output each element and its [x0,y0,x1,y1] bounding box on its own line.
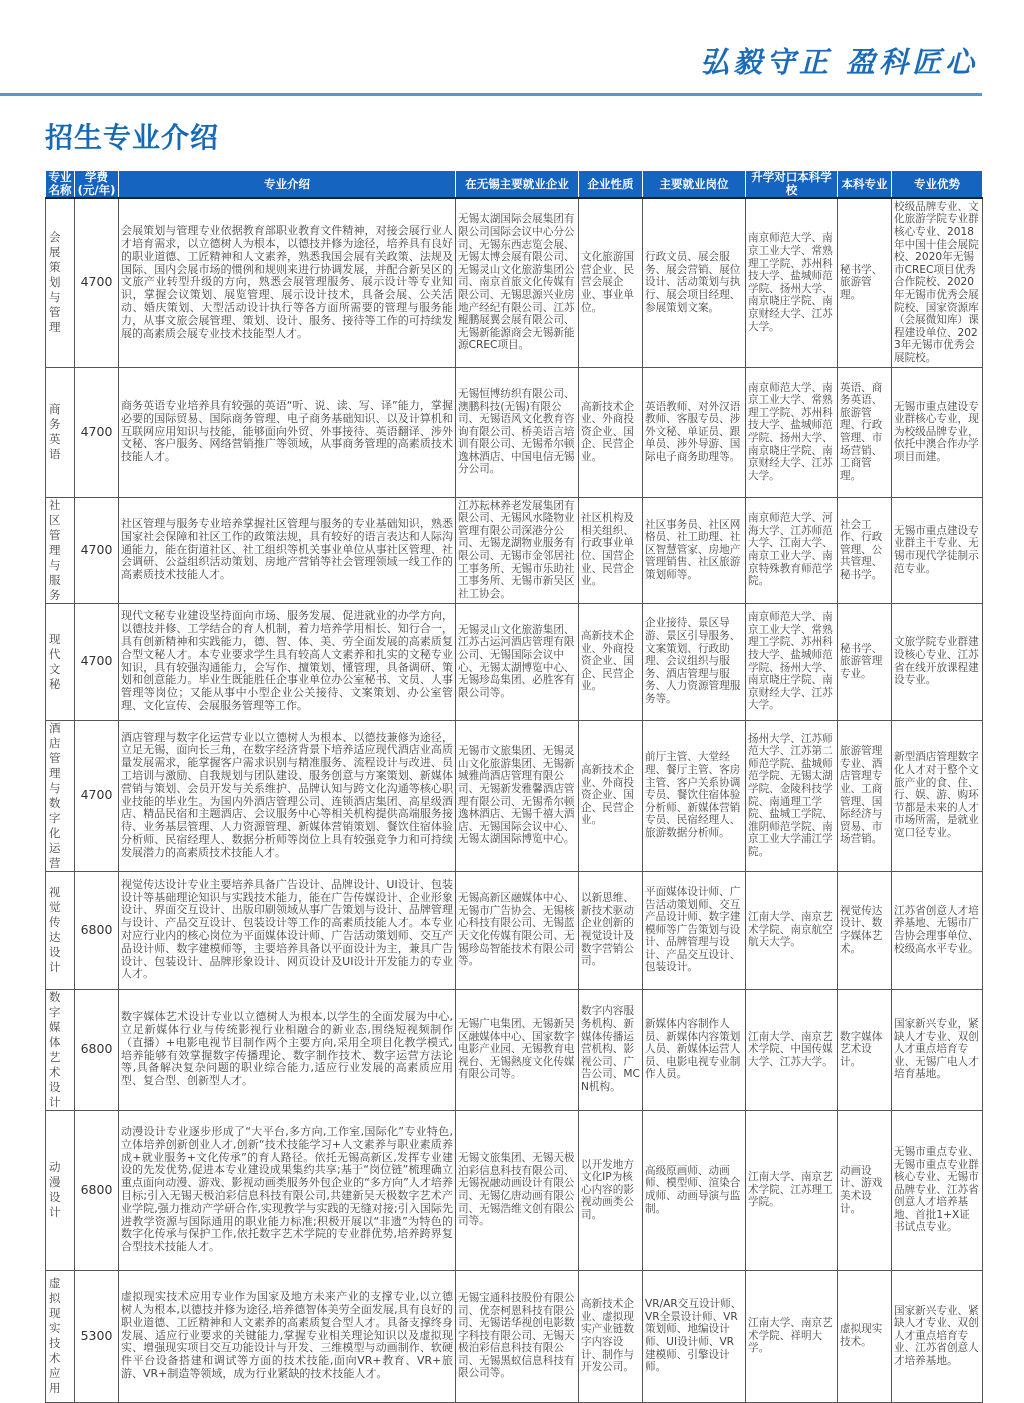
major-advantages: 江苏省创意人才培养基地、无锡市广告协会理事单位、校级高水平专业。 [892,871,983,989]
tuition-fee: 5300 [75,1270,119,1402]
target-universities: 南京师范大学、南京工业大学、常熟理工学院、苏州科技大学、盐城师范学院、扬州大学、南京晓庄学院、南京财经大学、江苏大学。 [746,367,838,497]
table-row [46,367,983,497]
tuition-fee: 4700 [75,367,119,497]
col-header-jobs: 主要就业岗位 [643,171,746,199]
enterprise-nature: 高新技术企业、外商投资企业、国企、民营企业。 [579,720,643,871]
job-positions: 社区事务员、社区网格员、社工助理、社区智慧管家、房地产管理销售、社区旅游策划师等。 [643,497,746,603]
major-name: 动漫设计 [46,1110,75,1270]
col-header-universities: 升学对口本科学校 [746,171,838,199]
enterprise-nature: 高新技术企业、外商投资企业、国企、民营企业。 [579,367,643,497]
major-intro: 虚拟现实技术应用专业作为国家及地方未来产业的支撑专业,以立德树人为根本,以德技并修为途径,培养德智体美劳全面发展,具有良好的职业道德、工匠精神和人文素养的高素质复合型人才。具备支撑终身发展、适应行业要求的关键能力,掌握专业相关理论知识以及虚拟现实、增强现实项目交互功能设计与开发、三维模型与动画制作、软硬件平台设备搭建和调试等方面的技术技能,面向VR+教育、VR+旅游、VR+制造等领域，成为行业紧缺的技术技能人才。 [119,1270,456,1402]
major-name: 酒店管理与数字化运营 [46,720,75,871]
job-positions: 企业接待、景区导游、景区引导服务、文案策划、行政助理、会议组织与服务、酒店管理与服务、人力资源管理服务等。 [643,603,746,720]
target-universities: 江南大学、南京艺术学院、南京航空航天大学。 [746,871,838,989]
target-universities: 南京师范大学、河海大学、江苏师范大学、江南大学、南京工业大学、南京特殊教育师范学院。 [746,497,838,603]
major-intro: 会展策划与管理专业依据教育部职业教育文件精神，对接会展行业人才培育需求，以立德树人为根本，以德技并修为途径，培养具有良好的职业道德、工匠精神和人文素养，熟悉我国会展有关政策、法规及国际、国内会展市场的惯例和规则来进行协调发展，并配合新吴区的文旅产业转型升级的方向，熟悉会展管理服务、展示设计等专业知识，掌握会议策划、展览管理、展示设计技术，具备会展、公关活动、婚庆策划、大型活动设计执行等各方面所需要的管理与服务能力，从事文旅会展管理、策划、设计、服务、接待等工作的可持续发展的高素质会展专业技术技能型人才。 [119,198,456,367]
bachelor-majors: 虚拟现实技术。 [838,1270,892,1402]
major-name: 虚拟现实技术应用 [46,1270,75,1402]
bachelor-majors: 社会工作、行政管理、公共管理、秘书学。 [838,497,892,603]
header-rule [0,93,982,96]
employers: 无锡恒博纺织有限公司、澳鹏科技(无锡)有限公司、无锡语风文化教育咨询有限公司、桥美语言培训有限公司、无锡希尔顿逸林酒店、中国电信无锡分公司。 [456,367,579,497]
major-name: 社区管理与服务 [46,497,75,603]
major-name: 视觉传达设计 [46,871,75,989]
major-name: 商务英语 [46,367,75,497]
employers: 无锡广电集团、无锡新吴区融媒体中心、国家数字电影产业园、无锡教育电视台、无锡熱度文化传媒有限公司等。 [456,989,579,1110]
major-name: 会展策划与管理 [46,198,75,367]
table-row [46,871,983,989]
enterprise-nature: 数字内容服务机构、新媒体传播运营机构、影视公司、广告公司、MCN机构。 [579,989,643,1110]
table-row [46,497,983,603]
tuition-fee: 6800 [75,871,119,989]
target-universities: 扬州大学、江苏师范大学、江苏第二师范学院、盐城师范学院、无锡太湖学院、金陵科技学院、南通理工学院、盐城工学院、淮阴师范学院、南京工业大学浦江学院。 [746,720,838,871]
job-positions: 高级原画师、动画师、模型师、渲染合成师、动画导演与监制。 [643,1110,746,1270]
bachelor-majors: 数字媒体艺术设计。 [838,989,892,1110]
table-row [46,989,983,1110]
bachelor-majors: 旅游管理专业、酒店管理专业、工商管理、国际经济与贸易、市场营销。 [838,720,892,871]
bachelor-majors: 英语、商务英语、旅游管理、行政管理、市场营销、工商管理。 [838,367,892,497]
enterprise-nature: 文化旅游国营企业、民营会展企业、事业单位。 [579,198,643,367]
target-universities: 江南大学、南京艺术学院、江苏理工学院。 [746,1110,838,1270]
major-intro: 现代文秘专业建设坚持面向市场、服务发展、促进就业的办学方向，以德技并修、工学结合的育人机制，着力培养学用相长、知行合一，具有创新精神和实践能力，德、智、体、美、劳全面发展的高素质复合型文秘人才。本专业要求学生具有较高人文素养和扎实的文秘专业知识，具有较强沟通能力，会写作、擅策划、懂管理，具备调研、策划和创意能力。毕业生既能胜任企事业单位办公室秘书、文员、人事管理等岗位；又能从事中小型企业公关接待、文案策划、办公室管理、文化宣传、会展服务管理等工作。 [119,603,456,720]
slogan: 弘毅守正 盈科匠心 [700,45,979,79]
major-intro: 酒店管理与数字化运营专业以立德树人为根本、以德技兼修为途径，立足无锡，面向长三角，在数字经济背景下培养适应现代酒店业高质量发展需求，能掌握客户需求识别与精准服务、流程设计与改进、员工培训与激励、自我规划与团队建设、服务创意与方案策划、新媒体营销与策划、会员开发与关系维护、品牌认知与跨文化沟通等核心职业技能的毕业生。为国内外酒店管理公司、连锁酒店集团、高星级酒店、精品民宿和主题酒店、会议服务中心等相关机构提供高端服务接待、业务基层管理、人力资源管理、新媒体营销策划、餐饮住宿体验分析师、民宿经理人、数据分析师等岗位上具有较强竞争力和可持续发展潜力的高素质技术技能人才。 [119,720,456,871]
employers: 无锡宝通科技股份有限公司、优奈柯恩科技有限公司、无锡诺华视创电影数字科技有限公司、无锡天极泊彩信息科技有限公司、无锡黑蚁信息科技有限公司等。 [456,1270,579,1402]
job-positions: 行政文员、展会服务、展会营销、展位设计、活动策划与执行、展会项目经理、参展策划文案。 [643,198,746,367]
major-intro: 动漫设计专业逐步形成了“大平台,多方向,工作室,国际化”专业特色,立体培养创新创业人才,创新“技术技能学习+人文素养与职业素质养成+就业服务+文化传承”的育人路径。依托无锡高新区,发挥专业建设的先发优势,促进本专业建设成果集约共享;基于“岗位链”梳理确立重点面向动漫、游戏、影视动画类服务外包企业的“多方向”人才培养目标;引入无锡天极泊彩信息科技有限公司,共建新吴天极数字艺术产业学院,强力推动产学研合作,实现教学与实践的无缝对接;引入国际先进教学资源与国际通用的职业能力标准;积极开展以“非遗”为特色的数字化传承与保护工作,依托数字艺术学院的专业群优势,培养跨界复合型技术技能人才。 [119,1110,456,1270]
col-header-advantages: 专业优势 [892,171,983,199]
majors-table [45,170,983,1403]
job-positions: 新媒体内容制作人员、新媒体内容策划人员、新媒体运营人员、电影电视专业制作人员。 [643,989,746,1110]
employers: 无锡太湖国际会展集团有限公司国际会议中心分公司、无锡东西志览会展、无锡太博会展有限公司、无锡灵山文化旅游集团公司、南京首旅文化传媒有限公司、无锡思源兴业房地产经纪有限公司、江苏鲲鹏展翼会展有限公司、无锡新能源商会无锡新能源CREC项目。 [456,198,579,367]
major-advantages: 国家新兴专业、紧缺人才专业、双创人才重点培育专业、江苏省创意人才培养基地。 [892,1270,983,1402]
employers: 无锡高新区融媒体中心、无锡市广告协会、无锡核心科技有限公司、无锡蓝天文化传媒有限公司、无锡珍岛智能技术有限公司等。 [456,871,579,989]
employers: 无锡文旅集团、无锡天极泊彩信息科技有限公司、无锡祝融动画设计有限公司、无锡亿唐动画有限公司、无锡浩维文创有限公司等。 [456,1110,579,1270]
bachelor-majors: 秘书学、旅游管理。 [838,198,892,367]
major-name: 现代文秘 [46,603,75,720]
table-row [46,720,983,871]
enterprise-nature: 社区机构及相关组织、行政事业单位、国营企业、民营企业。 [579,497,643,603]
table-row [46,1270,983,1402]
enterprise-nature: 以新思维、新技术驱动企业创新的视觉设计及数字营销公司。 [579,871,643,989]
tuition-fee: 4700 [75,720,119,871]
target-universities: 南京师范大学、南京工业大学、常熟理工学院、苏州科技大学、盐城师范学院、扬州大学、南京晓庄学院、南京财经大学、江苏大学。 [746,603,838,720]
employers: 江苏耘林养老发展集团有限公司、无锡风水隆物业管理有限公司深港分公司、无锡龙湖物业服务有限公司、无锡市金邻居社工事务所、无锡市乐助社工事务所、无锡市新吴区社工协会。 [456,497,579,603]
employers: 无锡灵山文化旅游集团、江苏古运河酒店管理有限公司、无锡国际会议中心、无锡太湖博览中心、无锡珍岛集团、必胜客有限公司等。 [456,603,579,720]
job-positions: 英语教师、对外汉语教师、客服专员、涉外文秘、单证员、跟单员、涉外导游、国际电子商务助理等。 [643,367,746,497]
page-title: 招生专业介绍 [45,121,220,154]
major-advantages: 文旅学院专业群建设核心专业、江苏省在线开放课程建设专业。 [892,603,983,720]
table-row [46,198,983,367]
col-header-employers: 在无锡主要就业企业 [456,171,579,199]
target-universities: 江南大学、南京艺术学院、祥明大学。 [746,1270,838,1402]
major-advantages: 校级品牌专业、文化旅游学院专业群核心专业、2018年中国十佳会展院校、2020年无锡市CREC项目优秀合作院校、2020年无锡市优秀会展院校、国家资源库（会展微知库）课程建设单位、2023年无锡市优秀会展院校。 [892,198,983,367]
major-advantages: 新型酒店管理数字化人才对于整个文旅产业的食、住、行、娱、游、购环节都是未来的人才市场所需，是就业宽口径专业。 [892,720,983,871]
tuition-fee: 4700 [75,198,119,367]
col-header-bachelor: 本科专业 [838,171,892,199]
major-advantages: 无锡市重点专业、无锡市重点专业群核心专业、无锡市品牌专业、江苏省创意人才培养基地、首批1+X证书试点专业。 [892,1110,983,1270]
bachelor-majors: 视觉传达设计、数字媒体艺术。 [838,871,892,989]
table-row [46,603,983,720]
major-advantages: 无锡市重点建设专业群核心专业，现为校级品牌专业，依托中澳合作办学项目而建。 [892,367,983,497]
major-advantages: 国家新兴专业，紧缺人才专业、双创人才重点培育专业、无锡广电人才培育基地。 [892,989,983,1110]
major-intro: 视觉传达设计专业主要培养具备广告设计、品牌设计、UI设计、包装设计等基础理论知识与实践技术能力，能在广告传媒设计、企业形象设计、界面交互设计、出版印刷领域从事广告策划与设计、品牌管理与设计、产品交互设计、包装设计等工作的高素质技能人才。本专业对应行业内的核心岗位为平面媒体设计师、广告活动策划师、交互产品设计师、数字建模师等，主要培养具备以平面设计为主，兼具广告设计、包装设计、品牌形象设计、网页设计及UI设计开发能力的专业人才。 [119,871,456,989]
tuition-fee: 4700 [75,603,119,720]
enterprise-nature: 高新技术企业、外商投资企业、国企、民营企业。 [579,603,643,720]
enterprise-nature: 高新技术企业、虚拟现实产业链数字内容设计、制作与开发公司。 [579,1270,643,1402]
major-intro: 社区管理与服务专业培养掌握社区管理与服务的专业基础知识，熟悉国家社会保障和社区工作的政策法规，具有较好的语言表达和人际沟通能力，能在街道社区、社工组织等机关事业单位从事社区管理、社会调研、公益组织活动策划、房地产营销等社会管理领域一线工作的高素质技术技能人才。 [119,497,456,603]
col-header-intro: 专业介绍 [119,171,456,199]
job-positions: VR/AR交互设计师、VR全景设计师、VR策划师、地编设计师、UI设计师、VR建模师、引擎设计师。 [643,1270,746,1402]
major-name: 数字媒体艺术设计 [46,989,75,1110]
col-header-nature: 企业性质 [579,171,643,199]
bachelor-majors: 秘书学、旅游管理专业。 [838,603,892,720]
col-header-fee: 学费(元/年) [75,171,119,199]
job-positions: 前厅主管、大堂经理、餐厅主管、客房主管、客户关系协调专员、餐饮住宿体验分析师、新媒体营销专员、民宿经理人、旅游数据分析师。 [643,720,746,871]
target-universities: 南京师范大学、南京工业大学、常熟理工学院、苏州科技大学、盐城师范学院、扬州大学、南京晓庄学院、南京财经大学、江苏大学。 [746,198,838,367]
major-intro: 商务英语专业培养具有较强的英语“听、说、读、写、译”能力，掌握必要的国际贸易、国际商务管理、电子商务基础知识、以及计算机和互联网应用知识与技能，能够面向外贸、外事接待、英语翻译、涉外文秘、客户服务、网络营销推广等领域，从事商务管理的高素质技术技能人才。 [119,367,456,497]
bachelor-majors: 动画设计、游戏美术设计。 [838,1110,892,1270]
major-advantages: 无锡市重点建设专业群主干专业、无锡市现代学徒制示范专业。 [892,497,983,603]
table-header-row [46,171,983,199]
tuition-fee: 6800 [75,989,119,1110]
tuition-fee: 6800 [75,1110,119,1270]
table-row [46,1110,983,1270]
enterprise-nature: 以开发地方文化IP为核心内容的影视动画类公司。 [579,1110,643,1270]
target-universities: 江南大学、南京艺术学院、中国传媒大学、江苏大学。 [746,989,838,1110]
col-header-name: 专业名称 [46,171,75,199]
major-intro: 数字媒体艺术设计专业以立德树人为根本,以学生的全面发展为中心,立足新媒体行业与传统影视行业相融合的新业态,围绕短视频制作（直播）+电影电视节目制作两个主要方向,采用全项目化教学模式,培养能够有效掌握数字传播理论、数字制作技术、数字运营方法论等,具备解决复杂问题的职业综合能力,适应行业发展的高素质应用型、复合型、创新型人才。 [119,989,456,1110]
job-positions: 平面媒体设计师、广告活动策划师、交互产品设计师、数字建模师等广告策划与设计、品牌管理与设计、产品交互设计、包装设计。 [643,871,746,989]
employers: 无锡市文旅集团、无锡灵山文化旅游集团、无锡新城雅尚酒店管理有限公司、无锡新发雅馨酒店管理有限公司、无锡希尔顿逸林酒店、无锡千禧大酒店、无锡国际会议中心、无锡太湖国际博览中心。 [456,720,579,871]
tuition-fee: 4700 [75,497,119,603]
